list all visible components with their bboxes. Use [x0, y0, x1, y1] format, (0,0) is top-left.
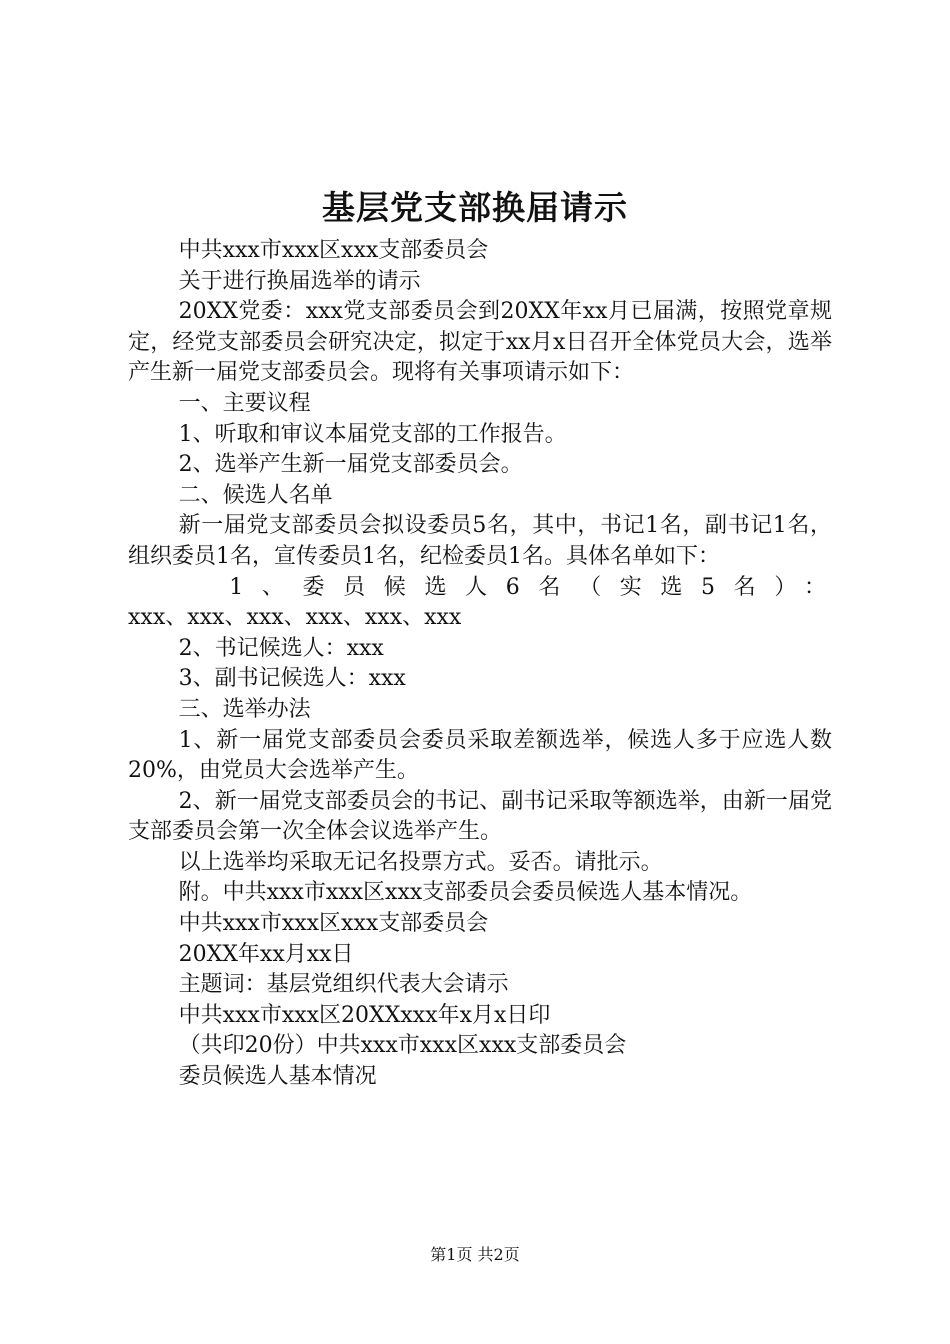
signature-org: 中共xxx市xxx区xxx支部委员会	[178, 911, 489, 937]
document-title: 基层党支部换届请示	[322, 188, 628, 227]
method-item-2: 2、新一届党支部委员会的书记、副书记采取等额选举，由新一届党支部委员会第一次全体会议选举产生。	[128, 788, 832, 845]
section-heading-agenda: 一、主要议程	[178, 390, 311, 416]
candidate-item-1-names: xxx、xxx、xxx、xxx、xxx、xxx	[128, 605, 462, 631]
candidate-item-2: 2、书记候选人：xxx	[178, 635, 384, 661]
paragraph-candidates-intro: 新一届党支部委员会拟设委员5名，其中，书记1名，副书记1名，组织委员1名，宣传委员1名，纪检委员1名。具体名单如下：	[128, 513, 832, 569]
appendix-heading: 委员候选人基本情况	[178, 1064, 377, 1090]
copies-line: （共印20份）中共xxx市xxx区xxx支部委员会	[178, 1033, 627, 1059]
paragraph-subject: 关于进行换届选举的请示	[178, 268, 421, 294]
paragraph-attachment: 附。中共xxx市xxx区xxx支部委员会委员候选人基本情况。	[178, 880, 753, 906]
section-heading-candidates: 二、候选人名单	[178, 482, 333, 508]
keywords-line: 主题词：基层党组织代表大会请示	[178, 972, 509, 998]
paragraph-recipient: 中共xxx市xxx区xxx支部委员会	[178, 238, 489, 263]
document-body	[128, 236, 832, 1093]
candidate-item-1: 1、委员候选人6名（实选5名）：	[229, 574, 832, 600]
signature-date: 20XX年xx月xx日	[178, 941, 354, 967]
paragraph-intro: 20XX党委：xxx党支部委员会到20XX年xx月已届满，按照党章规定，经党支部委员会研究决定，拟定于xx月x日召开全体党员大会，选举产生新一届党支部委员会。现将有关事项请示如下：	[128, 299, 832, 386]
candidate-item-3: 3、副书记候选人：xxx	[178, 666, 406, 692]
agenda-item-1: 1、听取和审议本届党支部的工作报告。	[178, 421, 567, 447]
section-heading-method: 三、选举办法	[178, 696, 311, 722]
paragraph-closing: 以上选举均采取无记名投票方式。妥否。请批示。	[178, 849, 663, 875]
agenda-item-2: 2、选举产生新一届党支部委员会。	[178, 452, 523, 478]
page-footer: 第1页 共2页	[430, 1245, 520, 1264]
method-item-1: 1、新一届党支部委员会委员采取差额选举，候选人多于应选人数20%，由党员大会选举产生。	[128, 727, 832, 784]
print-info-line: 中共xxx市xxx区20XXxxx年x月x日印	[178, 1002, 551, 1028]
